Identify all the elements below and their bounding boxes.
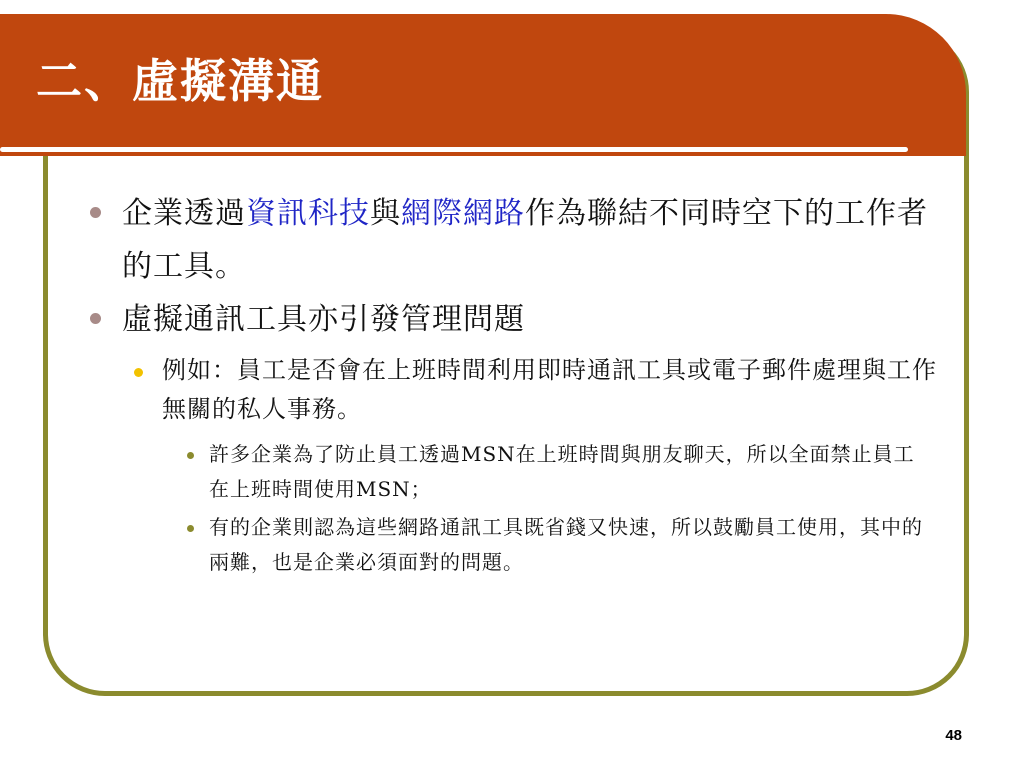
bullet-level3-item: 許多企業為了防止員工透過MSN在上班時間與朋友聊天，所以全面禁止員工在上班時間使用MSN； [209, 442, 915, 501]
bullet-level1-marker [90, 207, 101, 218]
bullet-level1-marker [90, 313, 101, 324]
bullet-level3-marker [187, 525, 194, 532]
highlight-term: 資訊科技 [246, 196, 370, 231]
bullet-text: 作為聯結不同時空下的工作者的工具。 [122, 196, 928, 284]
bullet-level3-marker [187, 452, 194, 459]
bullet-level2-item: 例如：員工是否會在上班時間利用即時通訊工具或電子郵件處理與工作無關的私人事務。 [162, 356, 937, 423]
bullet-level1-item [122, 187, 932, 293]
title-underline [0, 147, 908, 152]
bullet-text: 與 [370, 196, 401, 231]
bullet-level1-item: 虛擬通訊工具亦引發管理問題 [122, 302, 525, 337]
bullet-level3-item: 有的企業則認為這些網路通訊工具既省錢又快速，所以鼓勵員工使用，其中的兩難，也是企業必須面對的問題。 [209, 515, 923, 574]
title-bar [0, 14, 966, 156]
bullet-text: 企業透過 [122, 196, 246, 231]
slide-title: 二、虛擬溝通 [36, 54, 324, 108]
bullet-level2-marker [134, 368, 143, 377]
highlight-term: 網際網路 [401, 196, 525, 231]
page-number: 48 [945, 727, 962, 744]
